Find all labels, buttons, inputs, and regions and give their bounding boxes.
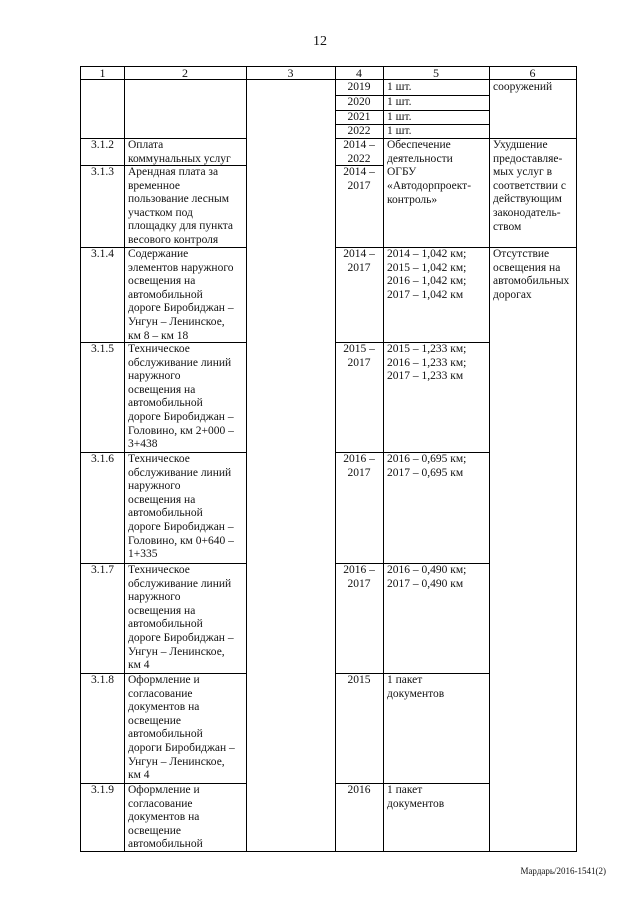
row-number: 3.1.4 [91,248,114,260]
document-footer: Мардарь/2016-1541(2) [520,866,606,876]
indicator-cell: 2015 – 1,233 км; 2016 – 1,233 км; 2017 – 1,233 км [387,343,467,383]
row-number: 3.1.9 [91,784,114,796]
consequence-cell: сооружений [493,81,553,93]
header-col-6: 6 [529,66,536,80]
header-col-5: 5 [433,66,439,80]
row-number: 3.1.6 [91,453,114,465]
indicator-cell: 2016 – 0,490 км; 2017 – 0,490 км [387,564,467,590]
unit-cell: 1 шт. [387,125,412,137]
year-cell: 2019 [347,81,371,93]
activity-name: Оформление и согласование документов на освещение автомобильной дороги Биробиджан – Унгун – Ленинское, км 4 [128,674,235,782]
activity-name: Техническое обслуживание линий наружного освещения на автомобильной дороге Биробиджан – Головино, км 0+640 – 1+335 [128,453,234,561]
activity-name: Техническое обслуживание линий наружного освещения на автомобильной дороге Биробиджан – Унгун – Ленинское, км 4 [128,564,234,672]
year-cell: 2022 [347,125,371,137]
activity-name: Оплата коммунальных услуг [128,139,231,165]
period-cell: 2015 – 2017 [343,343,375,369]
indicator-cell: 1 пакет документов [387,784,445,810]
col-divider-2 [246,67,247,851]
header-col-2: 2 [182,66,188,80]
indicator-cell: 2016 – 0,695 км; 2017 – 0,695 км [387,453,467,479]
activity-name: Оформление и согласование документов на освещение автомобильной [128,784,203,851]
activity-name: Арендная плата за временное пользование лесным участком под площадку для пункта весового контроля [128,166,234,246]
row-number: 3.1.2 [91,139,114,151]
col-divider-4 [383,67,384,851]
header-col-4: 4 [356,66,362,80]
row-number: 3.1.5 [91,343,114,355]
header-col-1: 1 [99,66,106,80]
indicator-cell: 1 пакет документов [387,674,445,700]
period-cell: 2016 – 2017 [343,453,375,479]
indicator-cell: «Автодорпроект- контроль» [387,180,472,206]
unit-cell: 1 шт. [387,96,412,108]
year-cell: 2021 [347,111,371,123]
period-cell: 2015 [347,674,371,686]
col-divider-5 [489,67,490,851]
page-number: 12 [313,34,327,49]
period-cell: 2016 – 2017 [343,564,375,590]
indicator-cell: 2014 – 1,042 км; 2015 – 1,042 км; 2016 – 1,042 км; 2017 – 1,042 км [387,248,467,301]
consequence-cell: Отсутствие освещения на автомобильных дорогах [493,248,570,301]
unit-cell: 1 шт. [387,81,412,93]
row-number: 3.1.7 [91,564,114,576]
year-cell: 2020 [347,96,371,108]
row-number: 3.1.3 [91,166,114,178]
activity-name: Техническое обслуживание линий наружного освещения на автомобильной дороге Биробиджан – Головино, км 2+000 – 3+438 [128,343,234,451]
period-cell: 2014 – 2022 [343,139,375,165]
program-table [80,66,577,852]
consequence-cell: Ухудшение предоставляе- мых услуг в соответствии с действующим законодатель- ством [493,139,566,233]
period-cell: 2016 [347,784,371,796]
header-col-3: 3 [287,66,294,80]
period-cell: 2014 – 2017 [343,166,375,192]
indicator-cell: Обеспечение деятельности ОГБУ [387,139,453,179]
activity-name: Содержание элементов наружного освещения на автомобильной дороге Биробиджан – Унгун – Ленинское, км 8 – км 18 [128,248,234,342]
row-number: 3.1.8 [91,674,114,686]
unit-cell: 1 шт. [387,111,412,123]
col-divider-1 [124,67,125,851]
period-cell: 2014 – 2017 [343,248,375,274]
